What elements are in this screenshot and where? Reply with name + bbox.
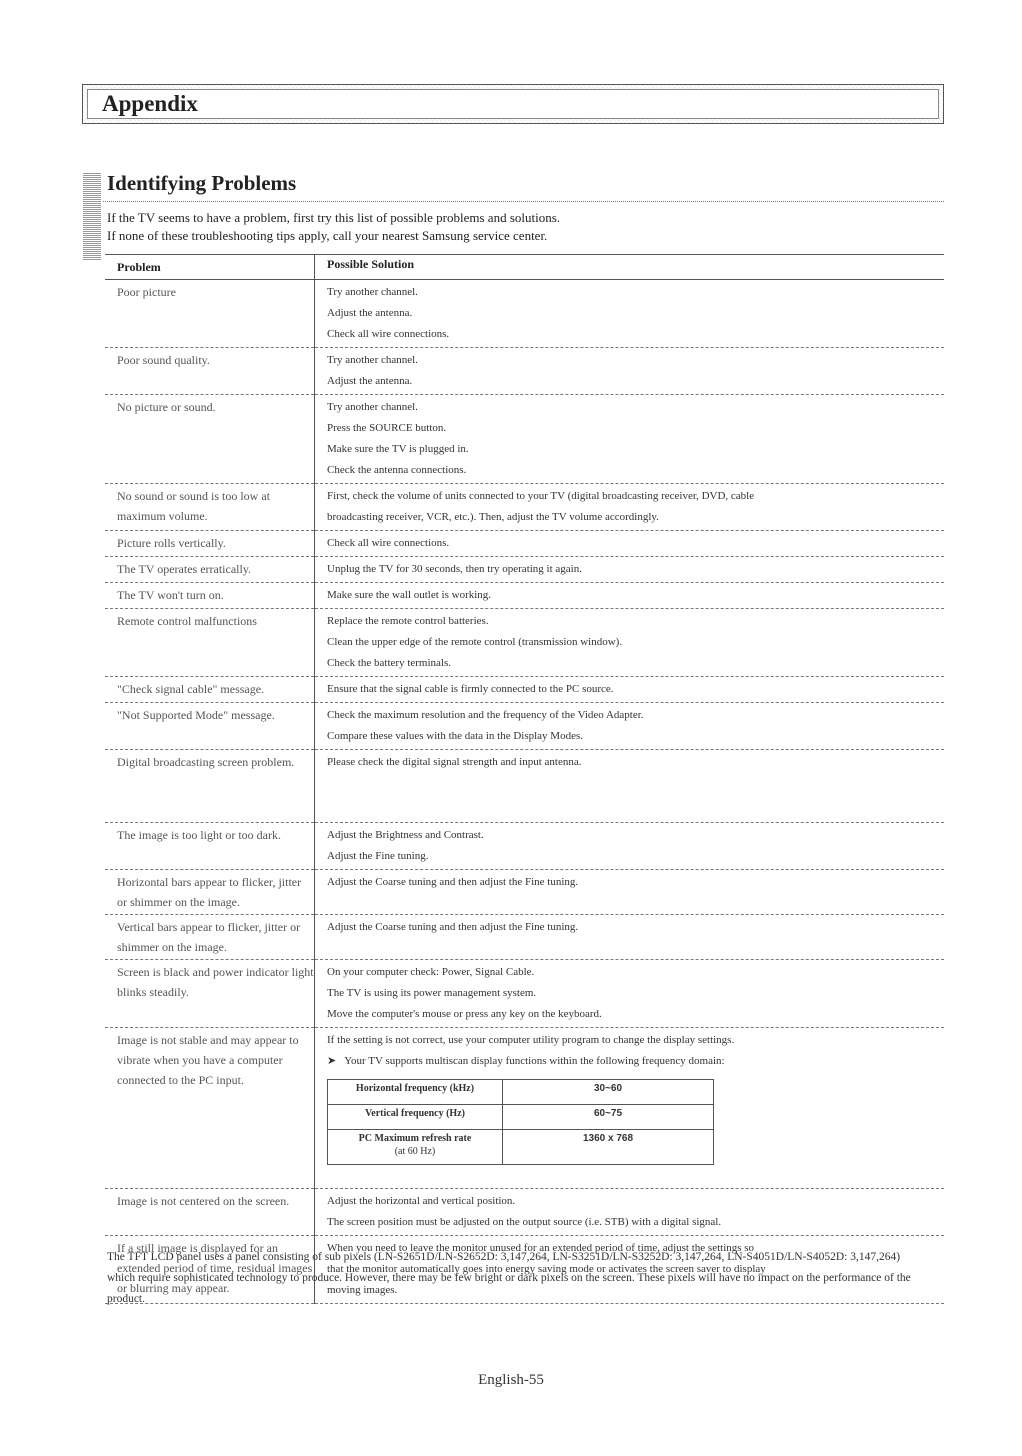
table-row — [105, 348, 944, 395]
problem-cell: No sound or sound is too low at maximum volume. — [105, 484, 315, 531]
freq-label: PC Maximum refresh rate — [358, 1133, 472, 1144]
solution-cell — [315, 609, 945, 677]
problem-cell: Poor sound quality. — [105, 348, 315, 395]
table-row — [105, 915, 944, 960]
freq-sublabel: (at 60 Hz) — [394, 1146, 436, 1157]
solution-cell — [315, 1189, 945, 1236]
intro-line: If none of these troubleshooting tips apply, call your nearest Samsung service center. — [107, 228, 548, 243]
problem-cell: The TV operates erratically. — [105, 557, 315, 583]
header-problem: Problem — [105, 255, 315, 280]
intro-line: If the TV seems to have a problem, first try this list of possible problems and solutions. — [107, 210, 561, 225]
solution-line: Ensure that the signal cable is firmly connected to the PC source. — [327, 683, 614, 695]
problem-cell: Horizontal bars appear to flicker, jitter or shimmer on the image. — [105, 870, 315, 915]
solution-line: Your TV supports multiscan display functions within the following frequency domain: — [344, 1055, 725, 1067]
arrow-icon: ➤ — [327, 1055, 337, 1067]
solution-line: Make sure the wall outlet is working. — [327, 589, 492, 601]
problem-cell: Screen is black and power indicator light blinks steadily. — [105, 960, 315, 1028]
freq-label-cell — [328, 1130, 503, 1165]
problem-cell: Image is not centered on the screen. — [105, 1189, 315, 1236]
solution-cell — [315, 395, 945, 484]
problem-cell: No picture or sound. — [105, 395, 315, 484]
solution-line: Replace the remote control batteries. — [327, 615, 489, 627]
solution-cell — [315, 280, 945, 348]
solution-cell — [315, 557, 945, 583]
solution-cell — [315, 750, 945, 823]
problem-cell: "Check signal cable" message. — [105, 677, 315, 703]
table-row — [105, 823, 944, 870]
page-number: English-55 — [478, 1372, 544, 1388]
solution-line: Check the antenna connections. — [327, 464, 467, 476]
solution-cell — [315, 870, 945, 915]
solution-line: If the setting is not correct, use your computer utility program to change the display settings. — [327, 1034, 735, 1046]
problem-cell: The TV won't turn on. — [105, 583, 315, 609]
solution-cell — [315, 1028, 945, 1189]
table-row — [105, 677, 944, 703]
freq-row — [328, 1105, 714, 1130]
frequency-note — [327, 1051, 944, 1072]
table-row — [105, 583, 944, 609]
solution-cell — [315, 823, 945, 870]
section-title: Identifying Problems — [107, 171, 297, 195]
section-marker-decoration — [83, 173, 101, 260]
table-row — [105, 1189, 944, 1236]
solution-line: Adjust the Coarse tuning and then adjust the Fine tuning. — [327, 921, 579, 933]
table-row — [105, 750, 944, 823]
solution-line: Adjust the antenna. — [327, 307, 413, 319]
solution-cell — [315, 703, 945, 750]
footnote: The TFT LCD panel uses a panel consisting of sub pixels (LN-S2651D/LN-S2652D: 3,147,264, LN-S3251D/LN-S3252D: 3,147,264, LN-S4051D/LN-S4052D: 3,147,264) which require sophisticated technology to produce. However, there may be few bright or dark pixels on the screen. These pixels will have no impact on the performance of the product. — [107, 1251, 911, 1305]
freq-value: 60~75 — [503, 1105, 714, 1130]
solution-line: First, check the volume of units connected to your TV (digital broadcasting receiver, DVD, cable — [327, 490, 755, 502]
table-row — [105, 960, 944, 1028]
solution-line: Please check the digital signal strength and input antenna. — [327, 756, 582, 768]
problem-cell: The image is too light or too dark. — [105, 823, 315, 870]
frequency-table — [327, 1079, 714, 1165]
table-row — [105, 395, 944, 484]
solution-line: broadcasting receiver, VCR, etc.). Then, adjust the TV volume accordingly. — [327, 511, 659, 523]
solution-line: Make sure the TV is plugged in. — [327, 443, 469, 455]
table-row — [105, 870, 944, 915]
solution-line: Compare these values with the data in the Display Modes. — [327, 730, 583, 742]
solution-line: Try another channel. — [327, 354, 418, 366]
solution-line: Try another channel. — [327, 286, 418, 298]
appendix-title: Appendix — [102, 91, 198, 116]
table-row — [105, 280, 944, 348]
solution-line: Check the maximum resolution and the frequency of the Video Adapter. — [327, 709, 644, 721]
solution-line: Press the SOURCE button. — [327, 422, 447, 434]
solution-cell — [315, 960, 945, 1028]
solution-line: Adjust the Brightness and Contrast. — [327, 829, 484, 841]
solution-line: Move the computer's mouse or press any key on the keyboard. — [327, 1008, 602, 1020]
title-divider — [103, 201, 944, 202]
solution-line: On your computer check: Power, Signal Cable. — [327, 966, 535, 978]
table-header-row — [105, 255, 944, 280]
solution-line: Check all wire connections. — [327, 537, 450, 549]
solution-line: Check the battery terminals. — [327, 657, 452, 669]
table-row — [105, 703, 944, 750]
solution-cell — [315, 531, 945, 557]
problem-cell: Picture rolls vertically. — [105, 531, 315, 557]
problem-cell: Remote control malfunctions — [105, 609, 315, 677]
header-solution: Possible Solution — [327, 257, 415, 271]
solution-line: moving images. — [327, 1284, 398, 1296]
problem-cell: Digital broadcasting screen problem. — [105, 750, 315, 823]
problem-cell: Image is not stable and may appear to vibrate when you have a computer connected to the PC input. — [105, 1028, 315, 1189]
table-row — [105, 557, 944, 583]
problem-cell: "Not Supported Mode" message. — [105, 703, 315, 750]
solution-line: Unplug the TV for 30 seconds, then try operating it again. — [327, 563, 582, 575]
table-body — [105, 280, 944, 1028]
solution-line: Adjust the horizontal and vertical position. — [327, 1195, 516, 1207]
table-row — [105, 484, 944, 531]
freq-value: 30~60 — [503, 1080, 714, 1105]
solution-line: The TV is using its power management system. — [327, 987, 537, 999]
solution-cell — [315, 348, 945, 395]
problem-cell: Poor picture — [105, 280, 315, 348]
solution-cell — [315, 583, 945, 609]
solution-line: The screen position must be adjusted on the output source (i.e. STB) with a digital signal. — [327, 1216, 722, 1228]
problem-cell: If a still image is displayed for an extended period of time, residual images or blurring may appear. — [105, 1236, 315, 1304]
solution-cell — [315, 484, 945, 531]
table-row — [105, 609, 944, 677]
solution-cell — [315, 915, 945, 960]
solution-line: Try another channel. — [327, 401, 418, 413]
freq-label: Vertical frequency (Hz) — [328, 1105, 503, 1130]
solution-line: that the monitor automatically goes into energy saving mode or activates the screen saver to display — [327, 1263, 766, 1275]
freq-value: 1360 x 768 — [503, 1130, 714, 1165]
problem-cell: Vertical bars appear to flicker, jitter or shimmer on the image. — [105, 915, 315, 960]
solution-line: Clean the upper edge of the remote control (transmission window). — [327, 636, 623, 648]
solution-line: Check all wire connections. — [327, 328, 450, 340]
solution-line: Adjust the Fine tuning. — [327, 850, 429, 862]
appendix-header — [82, 84, 944, 124]
intro-text — [107, 209, 560, 245]
freq-row — [328, 1130, 714, 1165]
solution-line: When you need to leave the monitor unused for an extended period of time, adjust the settings so — [327, 1242, 755, 1254]
solution-cell — [315, 677, 945, 703]
solution-line: Adjust the Coarse tuning and then adjust the Fine tuning. — [327, 876, 579, 888]
table-row — [105, 531, 944, 557]
table-row — [105, 1028, 944, 1189]
freq-row — [328, 1080, 714, 1105]
solution-line: Adjust the antenna. — [327, 375, 413, 387]
problems-table — [105, 254, 944, 1304]
freq-label: Horizontal frequency (kHz) — [328, 1080, 503, 1105]
